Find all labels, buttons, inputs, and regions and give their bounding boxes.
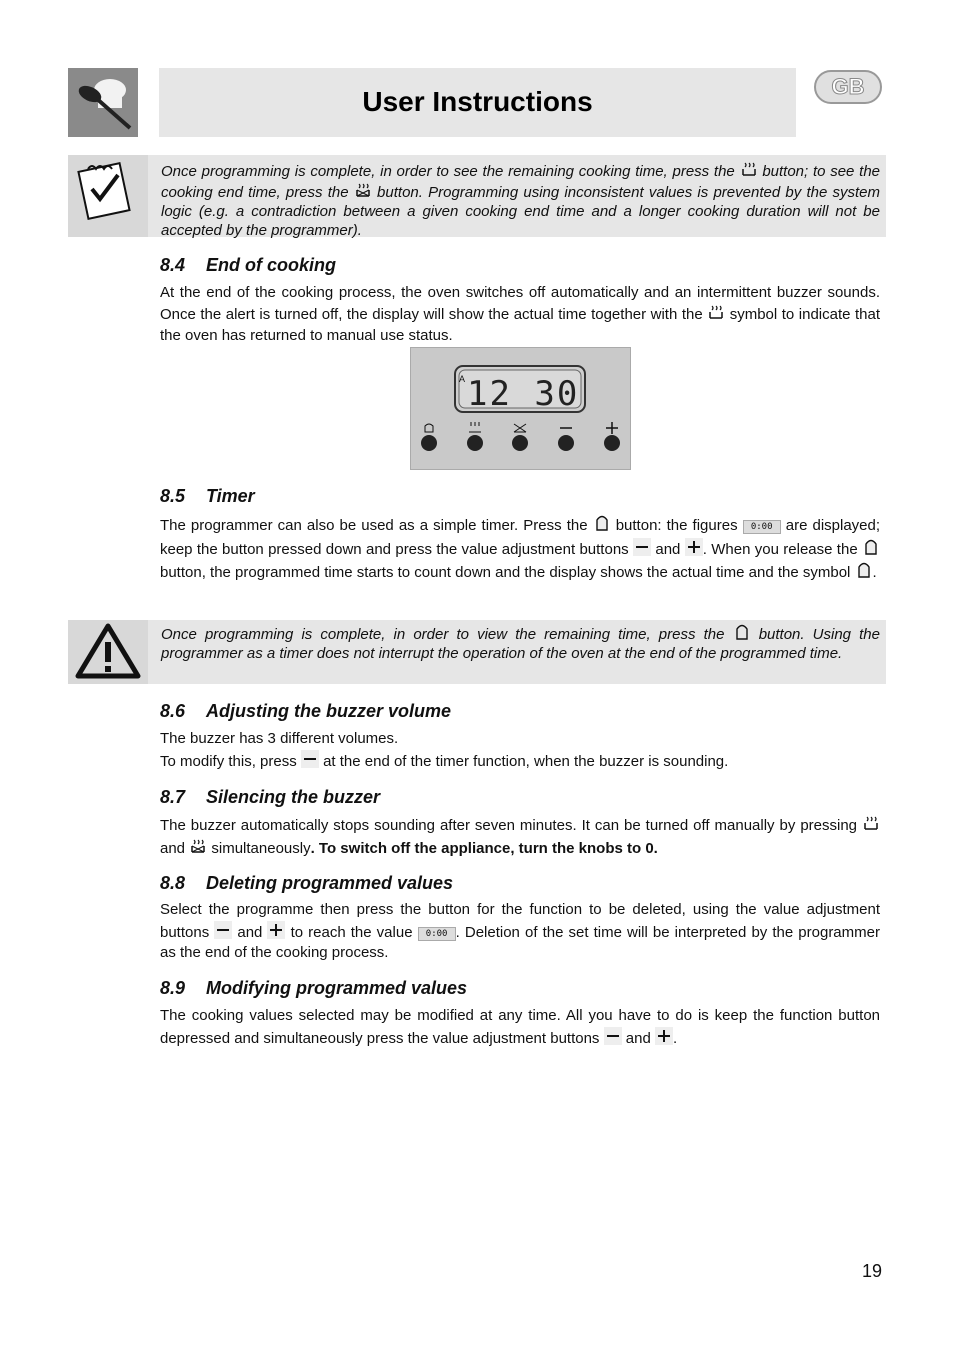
paragraph-segment: The buzzer automatically stops sounding after seven minutes. It can be turned off manually by pressing <box>160 817 858 834</box>
paragraph-segment: and <box>237 923 263 941</box>
display-a-label: A <box>459 374 466 384</box>
section-title-text: Deleting programmed values <box>206 873 454 893</box>
oven-duration-icon <box>469 422 481 432</box>
minus-icon <box>604 1027 622 1045</box>
paragraph-segment: symbol to indicate that the oven has returned to manual use status. <box>160 306 880 344</box>
oven-duration-icon <box>707 303 725 321</box>
minus-icon <box>214 921 232 939</box>
note-text-segment: button; to see the cooking end time, press the <box>161 163 881 201</box>
language-badge: GB <box>814 70 882 104</box>
timer-knob-button[interactable] <box>421 435 437 451</box>
duration-knob-button[interactable] <box>467 435 483 451</box>
paragraph-segment: and <box>625 1030 651 1047</box>
oven-end-time-icon <box>354 181 372 199</box>
section-number: 8.8 <box>160 873 186 893</box>
paragraph-segment: . <box>672 1030 678 1047</box>
paragraph-segment: at the end of the timer function, when the buzzer is sounding. <box>323 753 729 770</box>
title-bar <box>159 68 796 137</box>
paragraph-segment: to reach the value <box>290 923 413 941</box>
section-title-silencing-buzzer <box>160 787 380 808</box>
oven-duration-icon <box>862 814 880 832</box>
minus-icon <box>633 538 651 556</box>
paragraph-segment: and <box>160 840 186 857</box>
section-title-end-of-cooking <box>160 255 336 276</box>
paragraph-segment: button: the figures <box>615 517 738 534</box>
paragraph-segment: and <box>655 540 681 558</box>
plus-icon <box>685 538 703 556</box>
section-number: 8.9 <box>160 978 186 998</box>
bell-icon <box>733 623 751 641</box>
section-number: 8.6 <box>160 701 186 721</box>
modifying-values-paragraph <box>160 1005 880 1050</box>
paragraph-bold-segment: . To switch off the appliance, turn the knobs to 0. <box>310 840 658 857</box>
note-text <box>161 160 880 240</box>
section-title-buzzer-volume <box>160 701 451 722</box>
programmer-panel-illustration <box>411 348 630 469</box>
paragraph-segment: At the end of the cooking process, the oven switches off automatically and an intermittent buzzer sounds. Once the alert is turned off, the display will show the actual time together with the <box>160 284 880 323</box>
section-title-modifying-values <box>160 978 467 999</box>
bell-icon <box>425 424 433 432</box>
deleting-values-paragraph <box>160 900 880 964</box>
section-title-text: Timer <box>206 486 255 506</box>
section-title-text: Modifying programmed values <box>206 978 468 998</box>
warning-icon-cell <box>68 620 148 684</box>
page-number: 19 <box>862 1261 883 1281</box>
paragraph-segment: . <box>872 564 877 581</box>
programmer-control-panel <box>410 347 631 470</box>
section-title-timer <box>160 486 255 507</box>
plus-icon <box>655 1027 673 1045</box>
plus-icon <box>267 921 285 939</box>
buzzer-volume-line-1: The buzzer has 3 different volumes. <box>160 730 399 747</box>
plus-icon <box>606 422 618 434</box>
paragraph-segment: The cooking values selected may be modified at any time. All you have to do is keep the function button depressed and simultaneously press the value adjustment buttons <box>160 1007 880 1047</box>
display-time: 12 30 <box>467 374 580 414</box>
paragraph-segment: The programmer can also be used as a simple timer. Press the <box>160 517 588 534</box>
section-number: 8.5 <box>160 486 186 506</box>
paragraph-segment: . Deletion of the set time will be interpreted by the programmer as the end of the cooking process. <box>160 923 880 961</box>
page-title: User Instructions <box>362 86 593 117</box>
note-text-segment: button. Using the programmer as a timer does not interrupt the operation of the oven at the end of the programmed time. <box>161 626 880 662</box>
end-of-cooking-paragraph <box>160 282 880 346</box>
paragraph-segment: simultaneously <box>211 840 311 857</box>
oven-duration-icon <box>740 160 758 178</box>
chef-hat-spoon-icon <box>68 68 138 137</box>
bell-icon <box>862 538 880 556</box>
oven-end-time-icon <box>514 424 526 432</box>
silencing-buzzer-paragraph <box>160 814 880 860</box>
note-text-segment: Once programming is complete, in order to view the remaining time, press the <box>161 626 725 643</box>
timer-paragraph <box>160 514 880 585</box>
note-box-programming <box>68 155 886 237</box>
bell-icon <box>593 514 611 532</box>
section-title-text: Adjusting the buzzer volume <box>206 701 452 721</box>
warning-box-timer <box>68 620 886 684</box>
paragraph-segment: . When you release the <box>702 540 858 558</box>
minus-icon <box>301 750 319 768</box>
notepad-check-icon <box>68 155 148 237</box>
plus-knob-button[interactable] <box>604 435 620 451</box>
paragraph-segment: are displayed; keep the button pressed down and press the value adjustment buttons <box>160 517 881 558</box>
paragraph-segment: To modify this, press <box>160 753 297 770</box>
section-number: 8.4 <box>160 255 186 275</box>
section-title-text: End of cooking <box>206 255 336 275</box>
zero-display-icon: 0:00 <box>418 927 456 941</box>
note-text-segment: button. Programming using inconsistent values is prevented by the system logic (e.g. a contradiction between a given cooking end time and a longer cooking duration will not be accepted by the programmer). <box>161 184 881 239</box>
zero-display-icon: 0:00 <box>743 520 781 534</box>
warning-text <box>161 623 880 663</box>
bell-icon <box>855 561 873 579</box>
paragraph-segment: button, the programmed time starts to count down and the display shows the actual time and the symbol <box>160 564 851 581</box>
minus-knob-button[interactable] <box>558 435 574 451</box>
note-icon-cell <box>68 155 148 237</box>
oven-end-time-icon <box>189 837 207 855</box>
section-number: 8.7 <box>160 787 186 807</box>
warning-triangle-icon <box>68 620 148 684</box>
buzzer-volume-line-2 <box>160 750 880 772</box>
note-text-segment: Once programming is complete, in order to see the remaining cooking time, press the <box>161 163 735 180</box>
paragraph-segment: Select the programme then press the button for the function to be deleted, using the value adjustment buttons <box>160 901 880 941</box>
chef-logo <box>68 68 138 137</box>
end-time-knob-button[interactable] <box>512 435 528 451</box>
section-title-deleting-values <box>160 873 453 894</box>
section-title-text: Silencing the buzzer <box>206 787 381 807</box>
